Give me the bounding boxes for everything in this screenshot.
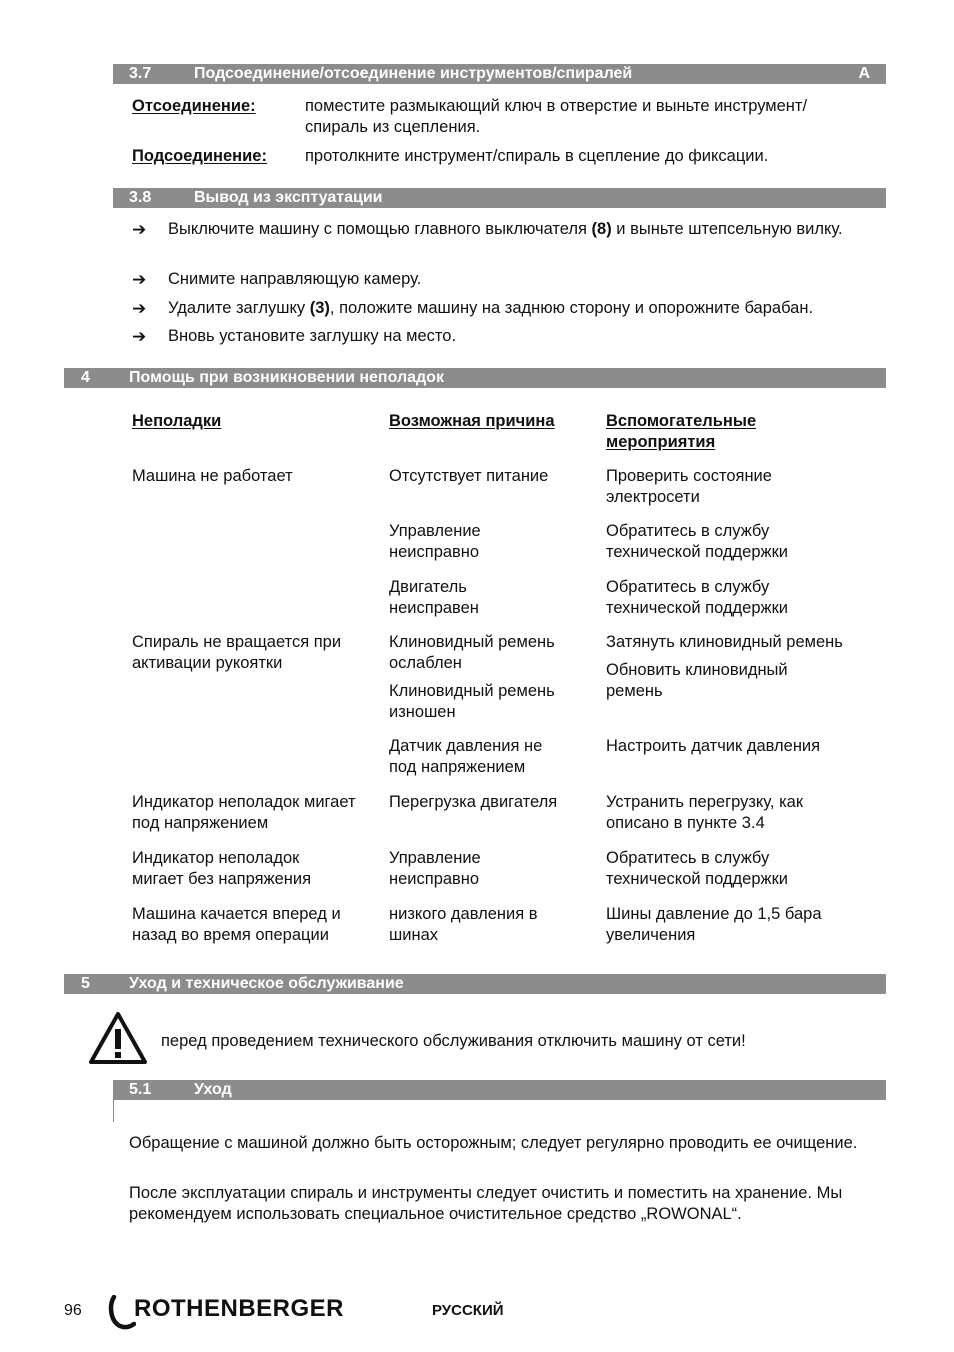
warning-text: перед проведением технического обслуживания отключить машину от сети! <box>161 1032 746 1050</box>
column-header-remedy: Вспомогательные мероприятия <box>606 412 757 451</box>
table-cell: Машина не работает <box>132 467 293 485</box>
brand-name: ROTHENBERGER <box>134 1295 345 1322</box>
table-cell: Спираль не вращается при активации рукоятки <box>132 633 342 672</box>
section-5-1-header <box>113 1080 886 1100</box>
warning-triangle-icon <box>88 1010 148 1066</box>
table-cell: Обратитесь в службу технической поддержки <box>606 522 788 561</box>
table-cell: Проверить состояние электросети <box>606 467 772 506</box>
table-cell: Индикатор неполадок мигает под напряжением <box>132 793 356 832</box>
table-cell: Клиновидный ремень изношен <box>389 682 555 721</box>
table-cell: Индикатор неполадок мигает без напряжения <box>132 849 312 888</box>
rothenberger-hook-logo <box>106 1295 136 1331</box>
table-cell: низкого давления в шинах <box>389 905 538 944</box>
connect-text: протолкните инструмент/спираль в сцепление до фиксации. <box>305 147 769 165</box>
list-item: Выключите машину с помощью главного выключателя (8) и выньте штепсельную вилку. <box>168 220 843 238</box>
care-paragraph-2: После эксплуатации спираль и инструменты следует очистить и поместить на хранение. Мы рекомендуем использовать специальное очистительное средство „ROWONAL“. <box>129 1184 843 1223</box>
list-item: Снимите направляющую камеру. <box>168 270 422 288</box>
page-number: 96 <box>64 1302 82 1319</box>
section-title: Вывод из эксптуатации <box>194 189 383 206</box>
arrow-right-icon: ➔ <box>132 327 147 346</box>
section-title: Помощь при возникновении неполадок <box>129 369 444 386</box>
table-cell: Устранить перегрузку, как описано в пункте 3.4 <box>606 793 804 832</box>
table-cell: Клиновидный ремень ослаблен <box>389 633 555 672</box>
connect-label: Подсоединение: <box>132 147 267 165</box>
section-3-7-header <box>113 64 886 84</box>
table-cell: Перегрузка двигателя <box>389 793 558 811</box>
table-cell: Затянуть клиновидный ремень <box>606 633 843 651</box>
table-cell: Настроить датчик давления <box>606 737 821 755</box>
disconnect-label: Отсоединение: <box>132 97 256 115</box>
section-number: 5 <box>81 975 90 992</box>
care-paragraph-1: Обращение с машиной должно быть осторожным; следует регулярно проводить ее очищение. <box>129 1134 858 1152</box>
language-label: РУССКИЙ <box>432 1302 504 1319</box>
table-cell: Обратитесь в службу технической поддержки <box>606 849 788 888</box>
column-header-fault: Неполадки <box>132 412 222 430</box>
list-item: Удалите заглушку (3), положите машину на заднюю сторону и опорожните барабан. <box>168 299 814 317</box>
table-cell: Датчик давления не под напряжением <box>389 737 543 776</box>
section-title: Уход и техническое обслуживание <box>129 975 404 992</box>
section-number: 3.8 <box>129 189 152 206</box>
section-4-header <box>64 368 886 388</box>
table-cell: Отсутствует питание <box>389 467 549 485</box>
section-title: Подсоединение/отсоединение инструментов/спиралей <box>194 65 633 82</box>
arrow-right-icon: ➔ <box>132 220 147 239</box>
section-3-8-header <box>113 188 886 208</box>
table-cell: Обратитесь в службу технической поддержки <box>606 578 788 617</box>
arrow-right-icon: ➔ <box>132 270 147 289</box>
list-item: Вновь установите заглушку на место. <box>168 327 457 345</box>
table-cell: Управление неисправно <box>389 522 481 561</box>
section-number: 4 <box>81 369 90 386</box>
table-cell: Обновить клиновидный ремень <box>606 661 788 700</box>
table-cell: Двигатель неисправен <box>389 578 479 617</box>
section-number: 5.1 <box>129 1081 152 1098</box>
column-header-cause: Возможная причина <box>389 412 555 430</box>
section-divider <box>113 1100 114 1122</box>
section-5-header <box>64 974 886 994</box>
arrow-right-icon: ➔ <box>132 299 147 318</box>
table-cell: Шины давление до 1,5 бара увеличения <box>606 905 822 944</box>
table-cell: Управление неисправно <box>389 849 481 888</box>
section-suffix: A <box>858 65 870 82</box>
section-number: 3.7 <box>129 65 152 82</box>
table-cell: Машина качается вперед и назад во время операции <box>132 905 341 944</box>
section-title: Уход <box>194 1081 232 1098</box>
disconnect-text: поместите размыкающий ключ в отверстие и выньте инструмент/спираль из сцепления. <box>305 97 808 136</box>
